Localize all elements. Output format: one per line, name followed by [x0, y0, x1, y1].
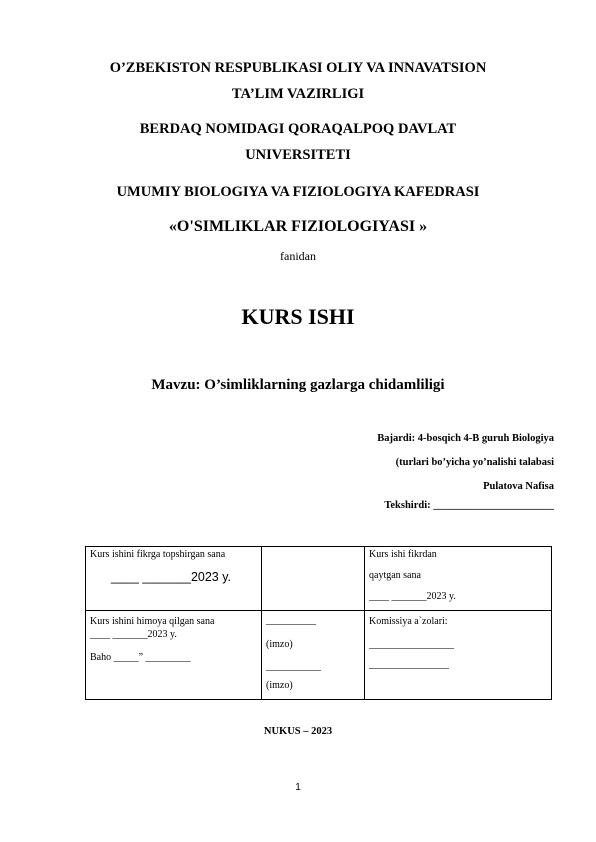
table-cell-r1c1: [85, 546, 262, 611]
return-date-label-1: Kurs ishi fikrdan: [369, 549, 437, 560]
ministry-line-2: TA’LIM VAZIRLIGI: [231, 86, 365, 102]
subject-name: «O'SIMLIKLAR FIZIOLOGIYASI »: [168, 218, 428, 235]
grade-field: Baho _____” _________: [90, 652, 191, 663]
university-line-2: UNIVERSITETI: [245, 147, 351, 163]
university-line-1: BERDAQ NOMIDAGI QORAQALPOQ DAVLAT: [139, 121, 457, 137]
topic: Mavzu: O’simliklarning gazlarga chidamliligi: [151, 377, 445, 393]
signature-line-1: __________: [266, 615, 316, 626]
commission-line-2: ________________: [369, 659, 449, 670]
department-name: UMUMIY BIOLOGIYA VA FIZIOLOGIYA KAFEDRASI: [116, 184, 480, 200]
table-cell-r2c3: [364, 610, 552, 700]
return-date-field: ____ _______2023 y.: [369, 591, 456, 602]
signature-label-2: (imzo): [266, 680, 293, 691]
document-title: KURS ISHI: [241, 304, 355, 329]
author-line-2: (turlari bo’yicha yo’nalishi talabasi: [395, 457, 554, 468]
checker-line: Tekshirdi: _______________________: [384, 500, 554, 511]
author-line-1: Bajardi: 4-bosqich 4-B guruh Biologiya: [377, 433, 554, 444]
page-number: 1: [295, 782, 301, 793]
ministry-line-1: O’ZBEKISTON RESPUBLIKASI OLIY VA INNAVATSION: [109, 60, 487, 76]
signature-line-2: ___________: [266, 661, 321, 672]
submission-date-field: ____ _______2023 y.: [111, 570, 232, 584]
commission-line-1: _________________: [369, 639, 454, 650]
city-year: NUKUS – 2023: [263, 726, 333, 737]
table-cell-r2c1: [85, 610, 262, 700]
table-cell-r1c2: [261, 546, 365, 611]
defense-date-label: Kurs ishini himoya qilgan sana: [90, 616, 215, 627]
commission-label: Komissiya a`zolari:: [369, 616, 448, 627]
signature-label-1: (imzo): [266, 639, 293, 650]
author-name: Pulatova Nafisa: [483, 481, 554, 492]
table-cell-r1c3: [364, 546, 552, 611]
subject-suffix: fanidan: [280, 249, 316, 263]
table-cell-r2c2: [261, 610, 365, 700]
defense-date-field: ____ _______2023 y.: [90, 629, 177, 640]
submission-date-label: Kurs ishini fikrga topshirgan sana: [90, 549, 226, 560]
return-date-label-2: qaytgan sana: [369, 570, 421, 581]
